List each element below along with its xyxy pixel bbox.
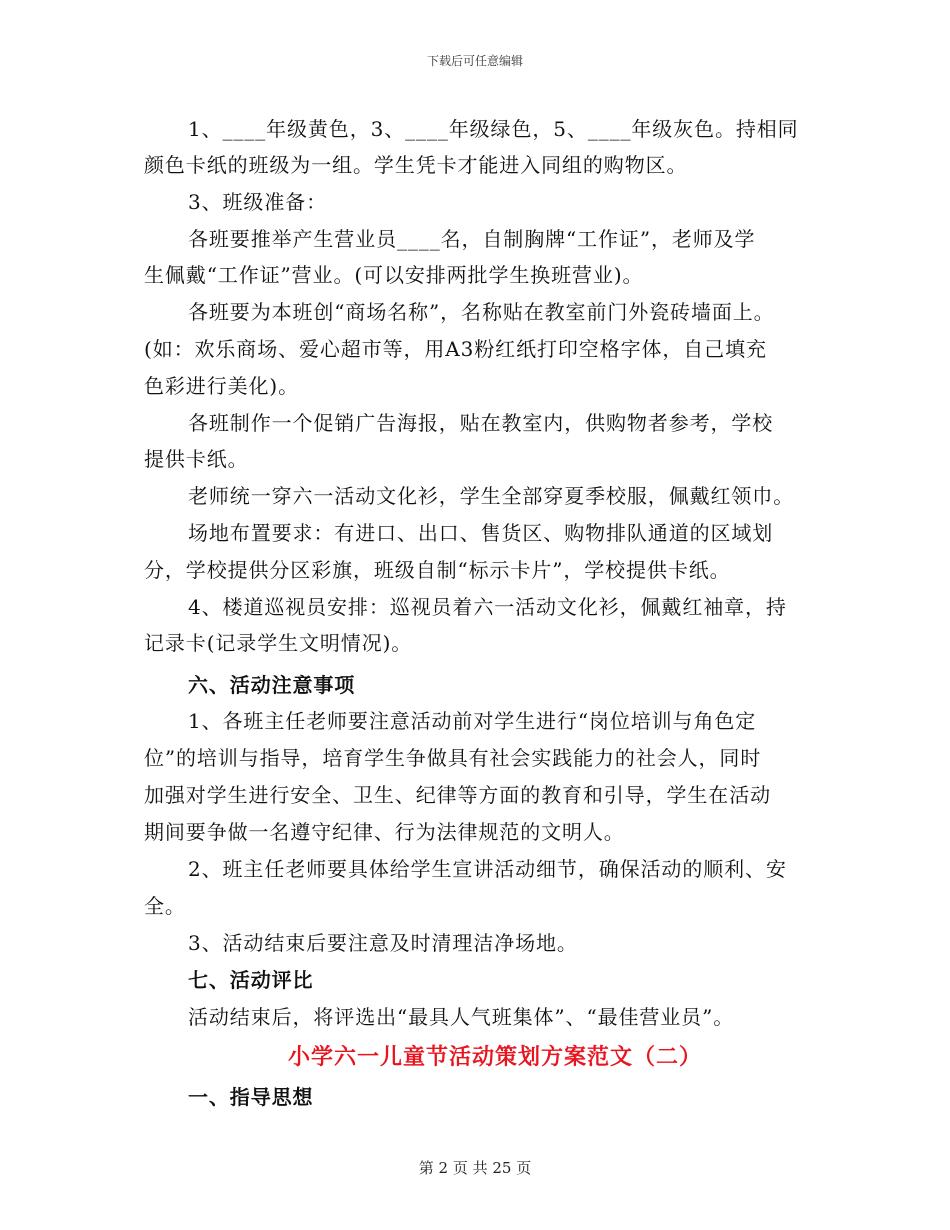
text-line: 全。 xyxy=(144,894,186,918)
text-line: 各班要推举产生营业员____名，自制胸牌“工作证”，老师及学 xyxy=(188,227,756,251)
section-heading: 一、指导思想 xyxy=(188,1085,314,1109)
text-line: 3、活动结束后要注意及时清理洁净场地。 xyxy=(188,931,578,955)
text-line: 分，学校提供分区彩旗，班级自制“标示卡片”，学校提供卡纸。 xyxy=(144,558,731,582)
text-line: (如：欢乐商场、爱心超市等，用A3粉红纸打印空格字体，自己填充 xyxy=(144,337,767,361)
page-header: 下载后可任意编辑 xyxy=(426,54,523,68)
text-line: 各班制作一个促销广告海报，贴在教室内，供购物者参考，学校 xyxy=(188,411,774,435)
page-footer: 第 2 页 共 25 页 xyxy=(418,1159,532,1177)
text-line: 提供卡纸。 xyxy=(144,447,249,471)
text-line: 记录卡(记录学生文明情况)。 xyxy=(144,631,413,655)
section-heading: 七、活动评比 xyxy=(188,968,314,992)
text-line: 2、班主任老师要具体给学生宣讲活动细节，确保活动的顺利、安 xyxy=(188,857,787,881)
text-line: 1、各班主任老师要注意活动前对学生进行“岗位培训与角色定 xyxy=(188,709,757,733)
text-line: 3、班级准备： xyxy=(188,190,328,214)
text-line: 生佩戴“工作证”营业。(可以安排两批学生换班营业)。 xyxy=(144,263,644,287)
text-line: 老师统一穿六一活动文化衫，学生全部穿夏季校服，佩戴红领巾。 xyxy=(188,484,795,508)
text-line: 各班要为本班创“商场名称”，名称贴在教室前门外瓷砖墙面上。 xyxy=(188,300,775,324)
text-line: 色彩进行美化)。 xyxy=(144,374,300,398)
text-line: 活动结束后，将评选出“最具人气班集体”、“最佳营业员”。 xyxy=(188,1005,735,1029)
text-line: 期间要争做一名遵守纪律、行为法律规范的文明人。 xyxy=(144,820,625,844)
document-title: 小学六一儿童节活动策划方案范文（二） xyxy=(287,1044,702,1070)
text-line: 颜色卡纸的班级为一组。学生凭卡才能进入同组的购物区。 xyxy=(144,153,688,177)
text-line: 加强对学生进行安全、卫生、纪律等方面的教育和引导，学生在活动 xyxy=(144,783,771,807)
text-line: 场地布置要求：有进口、出口、售货区、购物排队通道的区域划 xyxy=(188,521,774,545)
text-line: 1、____年级黄色，3、____年级绿色，5、____年级灰色。持相同 xyxy=(188,117,799,141)
text-line: 4、楼道巡视员安排：巡视员着六一活动文化衫，佩戴红袖章，持 xyxy=(188,595,787,619)
section-heading: 六、活动注意事项 xyxy=(188,673,356,697)
text-line: 位”的培训与指导，培育学生争做具有社会实践能力的社会人，同时 xyxy=(144,746,762,770)
